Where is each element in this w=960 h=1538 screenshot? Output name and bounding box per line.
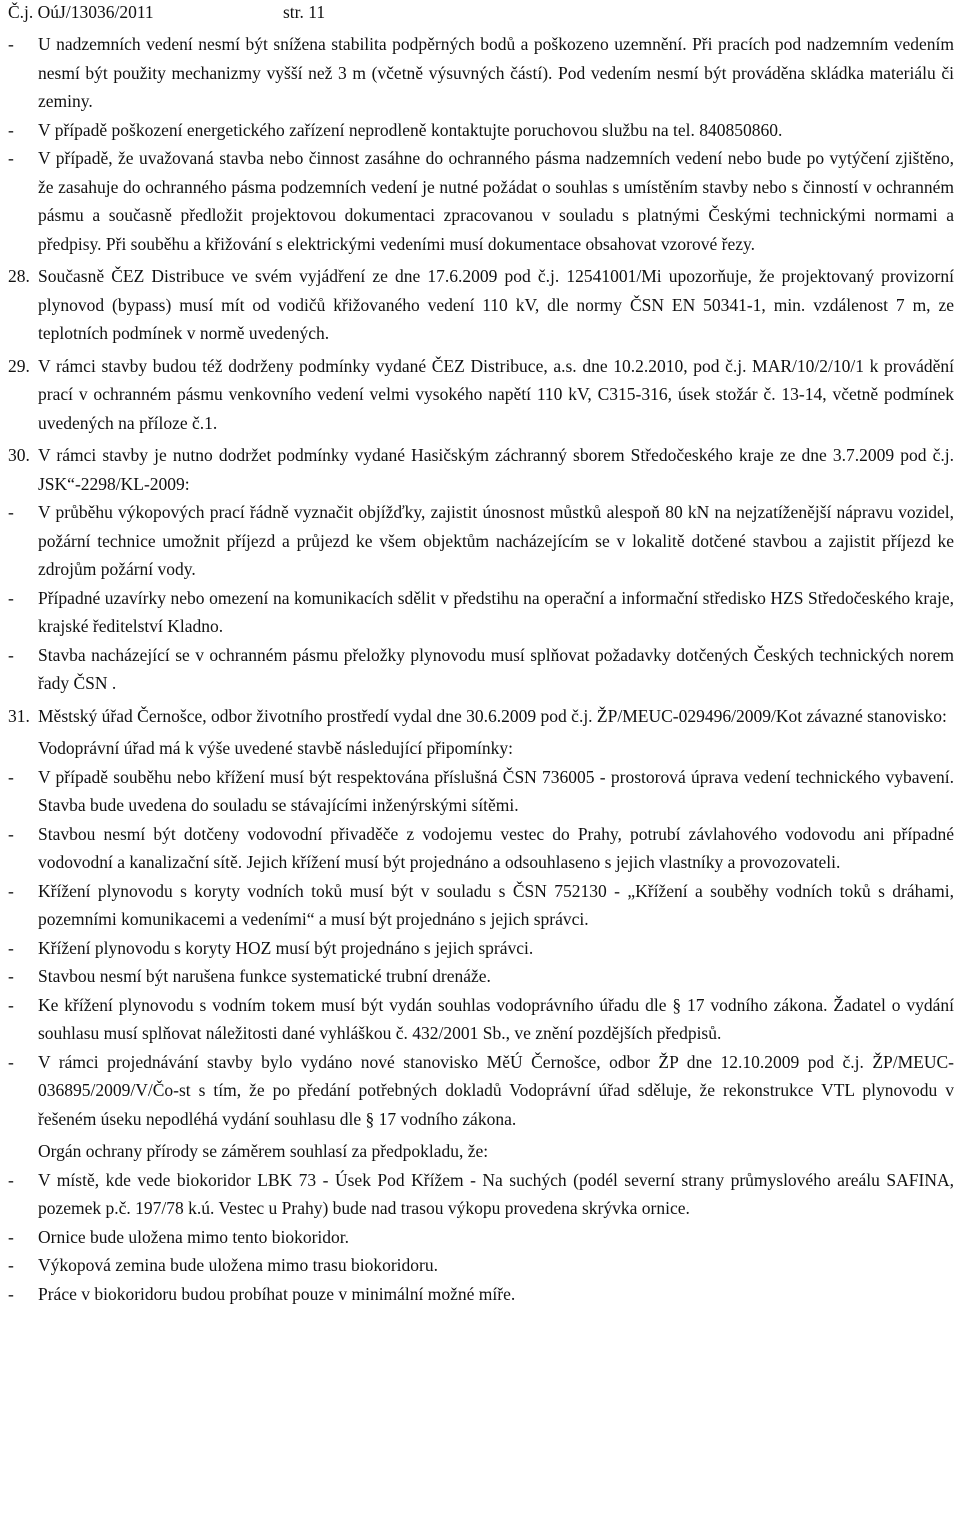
item-text: Stavbou nesmí být narušena funkce systematické trubní drenáže. bbox=[38, 966, 491, 986]
item-marker: - bbox=[8, 148, 14, 168]
item-text: Stavba nacházející se v ochranném pásmu přeložky plynovodu musí splňovat požadavky dotčených Českých technických norem řady ČSN . bbox=[38, 644, 954, 693]
list-item bbox=[8, 991, 954, 1048]
item-text: Ornice bude uložena mimo tento biokoridor. bbox=[38, 1226, 350, 1247]
numbered-item-28 bbox=[8, 262, 954, 348]
item-marker: - bbox=[8, 994, 14, 1015]
item-text: V případě, že uvažovaná stavba nebo činnost zasáhne do ochranného pásma nadzemních vedení nebo bude po vytýčení zjištěno, že zasahuje do ochranného pásma podzemních vedení je nutné požádat o souhlas s umístěním stavby nebo s činností v ochranném pásmu a současně předložit projektovou dokumentaci zpracovanou v souladu s platnými Českými technickými normami a předpisy. Při souběhu a křižování s elektrickými vedeními musí dokumentace obsahovat vzorové řezy. bbox=[38, 148, 954, 254]
list-item bbox=[8, 498, 954, 584]
item-marker: - bbox=[8, 119, 14, 140]
item-text: V rámci stavby je nutno dodržet podmínky vydané Hasičským záchranný sborem Středočeského kraje ze dne 3.7.2009 pod č.j. JSK“-2298/KL-2009: bbox=[38, 445, 954, 494]
item-marker: - bbox=[8, 880, 14, 901]
item-text: Současně ČEZ Distribuce ve svém vyjádření ze dne 17.6.2009 pod č.j. 12541001/Mi upozorňuje, že projektovaný provizorní plynovod (bypass) musí mít od vodičů křižovaného vedení 110 kV, dle normy ČSN EN 50341-1, min. vzdálenost 7 m, ze teplotních podmínek v normě uvedených. bbox=[38, 266, 954, 343]
list-item bbox=[8, 116, 954, 145]
item-text: Práce v biokoridoru budou probíhat pouze v minimální možné míře. bbox=[38, 1283, 516, 1304]
list-item bbox=[8, 30, 954, 116]
page-header bbox=[8, 0, 954, 30]
item-text: Křížení plynovodu s koryty vodních toků musí být v souladu s ČSN 752130 - „Křížení a souběhy vodních toků s dráhami, pozemními komunikacemi a vedeními“ a musí být projednáno s jejich správci. bbox=[38, 880, 954, 929]
item-marker: - bbox=[8, 1051, 14, 1072]
page-number: str. 11 bbox=[283, 2, 326, 22]
item-text: Křížení plynovodu s koryty HOZ musí být projednáno s jejich správci. bbox=[38, 937, 534, 958]
item-text: U nadzemních vedení nesmí být snížena stabilita podpěrných bodů a poškozeno uzemnění. Při pracích pod nadzemním vedením nesmí být použity mechanizmy vyšší než 3 m (včetně výsuvných částí). Pod vedením nesmí být prováděna skládka materiálu či zeminy. bbox=[38, 34, 954, 111]
paragraph-water-authority: Vodoprávní úřad má k výše uvedené stavbě následující připomínky: bbox=[38, 738, 513, 758]
item-text: V místě, kde vede biokoridor LBK 73 - Úsek Pod Křížem - Na suchých (podél severní strany průmyslového areálu SAFINA, pozemek p.č. 197/78 k.ú. Vestec u Prahy) bude nad trasou výkopu provedena skrývka ornice. bbox=[38, 1169, 954, 1218]
item-marker: - bbox=[8, 766, 14, 787]
item-number: 28. bbox=[8, 266, 30, 286]
list-item bbox=[8, 144, 954, 258]
item-text: Městský úřad Černošce, odbor životního prostředí vydal dne 30.6.2009 pod č.j. ŽP/MEUC-029496/2009/Kot závazné stanovisko: bbox=[38, 705, 947, 726]
item-marker: - bbox=[8, 34, 14, 54]
item-marker: - bbox=[8, 1283, 14, 1304]
item-marker: - bbox=[8, 1255, 14, 1275]
item-marker: - bbox=[8, 966, 14, 986]
list-item bbox=[8, 763, 954, 820]
reference-number: Č.j. OúJ/13036/2011 bbox=[8, 2, 154, 22]
item-text: V rámci projednávání stavby bylo vydáno nové stanovisko MěÚ Černošce, odbor ŽP dne 12.10.2009 pod č.j. ŽP/MEUC-036895/2009/V/Čo-st s tím, že po předání potřebných dokladů Vodoprávní úřad sděluje, že rekonstrukce VTL plynovodu v řešeném úseku nepodléhá vydání souhlasu dle § 17 vodního zákona. bbox=[38, 1051, 954, 1129]
item-text: V případě poškození energetického zařízení neprodleně kontaktujte poruchovou službu na tel. 840850860. bbox=[38, 119, 783, 140]
list-item bbox=[8, 641, 954, 698]
item-text: Ke křížení plynovodu s vodním tokem musí být vydán souhlas vodoprávního úřadu dle § 17 vodního zákona. Žadatel o vydání souhlasu musí splňovat náležitosti dané vyhláškou č. 432/2001 Sb., ve znění pozdějších předpisů. bbox=[38, 994, 954, 1043]
list-item bbox=[8, 1251, 954, 1280]
item-marker: - bbox=[8, 587, 14, 608]
list-item bbox=[8, 934, 954, 963]
item-marker: - bbox=[8, 1169, 14, 1190]
list-item bbox=[8, 1223, 954, 1252]
item-text: Výkopová zemina bude uložena mimo trasu biokoridoru. bbox=[38, 1255, 438, 1275]
numbered-item-31 bbox=[8, 702, 954, 731]
item-text: V případě souběhu nebo křížení musí být respektována příslušná ČSN 736005 - prostorová úprava vedení technického vybavení. Stavba bude uvedena do souladu se stávajícími inženýrskými sítěmi. bbox=[38, 766, 954, 815]
item-marker: - bbox=[8, 1226, 14, 1247]
list-item bbox=[8, 877, 954, 934]
list-item bbox=[8, 1048, 954, 1134]
item-number: 29. bbox=[8, 355, 30, 376]
item-marker: - bbox=[8, 823, 14, 844]
paragraph-nature-protection: Orgán ochrany přírody se záměrem souhlasí za předpokladu, že: bbox=[38, 1141, 489, 1161]
list-item bbox=[8, 820, 954, 877]
item-number: 30. bbox=[8, 445, 30, 465]
item-text: Stavbou nesmí být dotčeny vodovodní přivaděče z vodojemu vestec do Prahy, potrubí závlahového vodovodu ani případné vodovodní a kanalizační sítě. Jejich křížení musí být projednáno a odsouhlaseno s jejich vlastníky a provozovateli. bbox=[38, 823, 954, 872]
list-item bbox=[8, 1280, 954, 1309]
numbered-item-29 bbox=[8, 352, 954, 438]
list-item bbox=[8, 962, 954, 991]
item-marker: - bbox=[8, 502, 14, 522]
item-number: 31. bbox=[8, 705, 30, 726]
item-text: Případné uzavírky nebo omezení na komunikacích sdělit v předstihu na operační a informační středisko HZS Středočeského kraje, krajské ředitelství Kladno. bbox=[38, 587, 954, 636]
item-marker: - bbox=[8, 937, 14, 958]
list-item bbox=[8, 1166, 954, 1223]
list-item bbox=[8, 584, 954, 641]
item-text: V průběhu výkopových prací řádně vyznačit objížďky, zajistit únosnost můstků alespoň 80 kN na nejzatíženější nápravu vozidel, požární technice umožnit příjezd a průjezd ke všem objektům nacházejícím se v lokalitě dotčené stavbou a zajistit příjezd ke zdrojům požární vody. bbox=[38, 502, 954, 579]
item-marker: - bbox=[8, 644, 14, 665]
item-text: V rámci stavby budou též dodrženy podmínky vydané ČEZ Distribuce, a.s. dne 10.2.2010, pod č.j. MAR/10/2/10/1 k provádění prací v ochranném pásmu venkovního vedení velmi vysokého napětí 110 kV, C315-316, úsek stožár č. 13-14, včetně podmínek uvedených na příloze č.1. bbox=[38, 355, 954, 433]
numbered-item-30 bbox=[8, 441, 954, 498]
